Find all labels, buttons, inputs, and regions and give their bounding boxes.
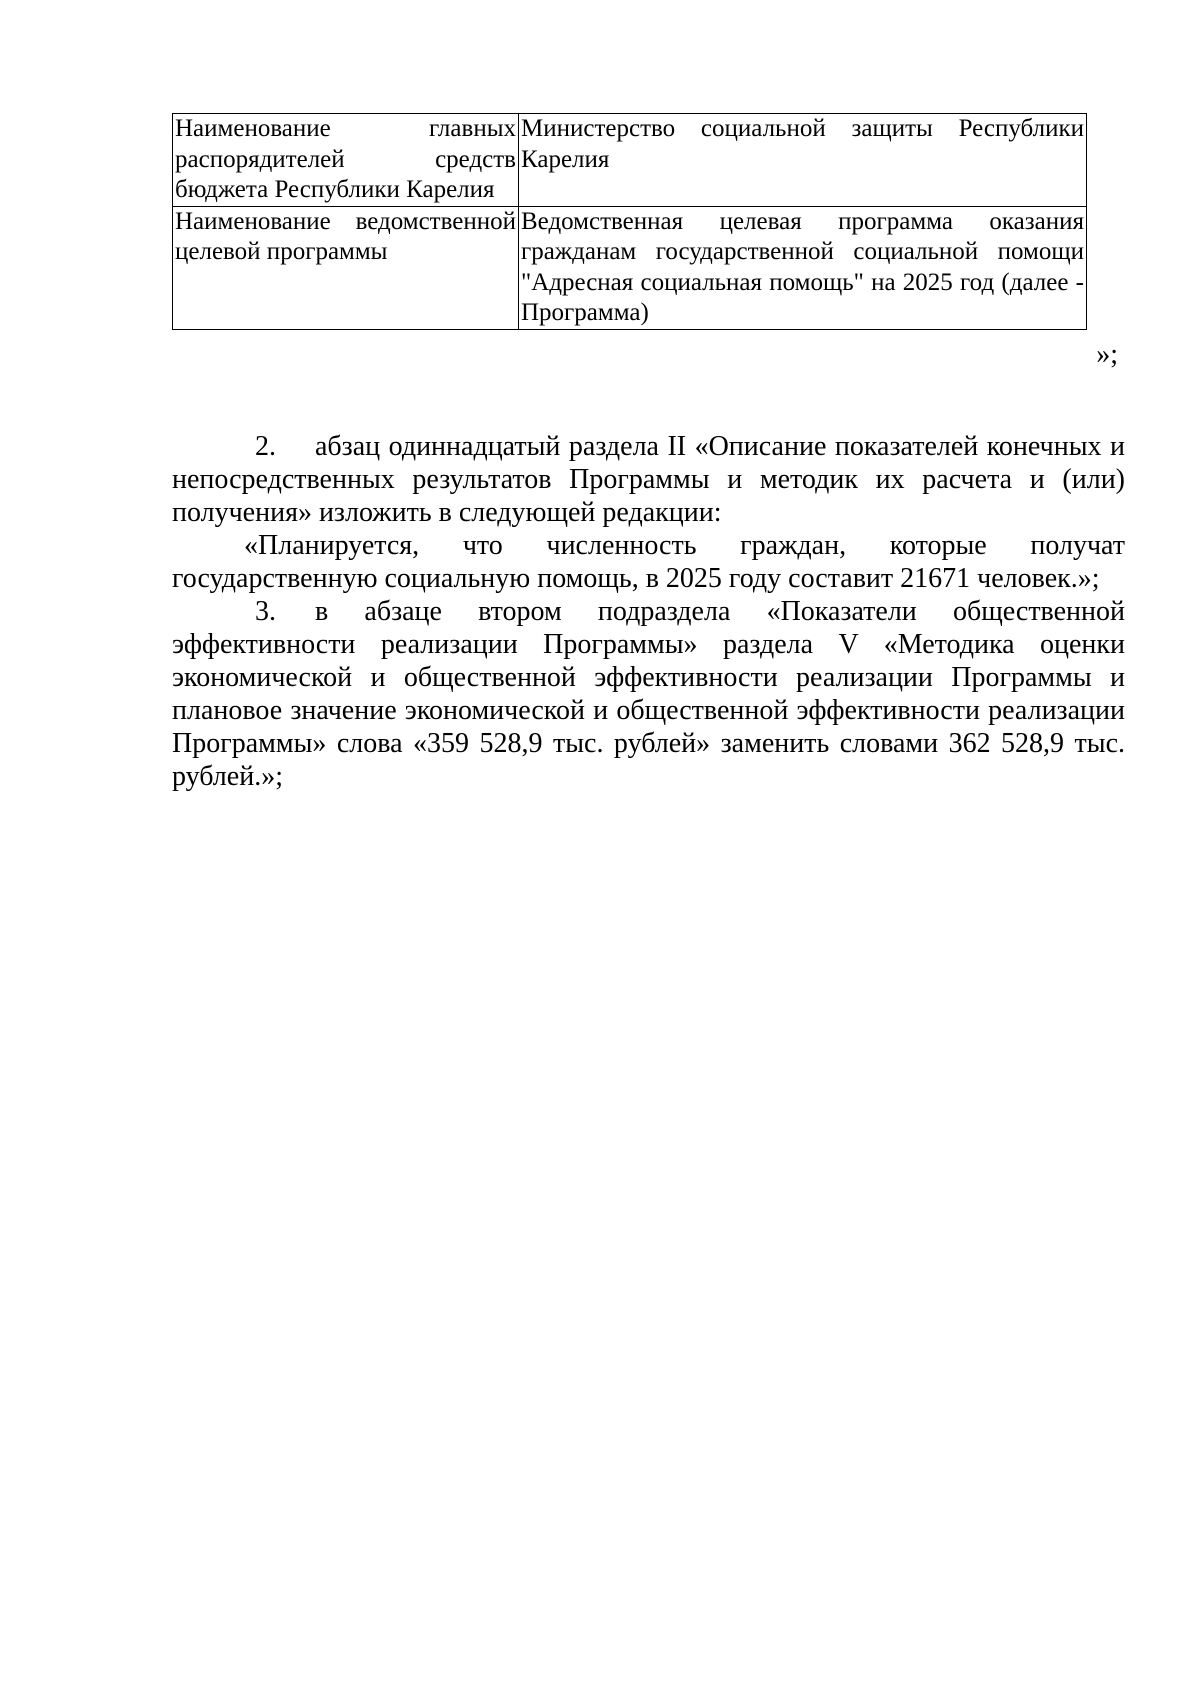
quoted-paragraph: «Планируется, что численность граждан, которые получат государственную социальную помощь, в 2025 году составит 21671 человек.»; [172,530,1125,594]
item-text: в абзаце втором подраздела «Показатели общественной эффективности реализации Программы» раздела V «Методика оценки экономической и общественной эффективности реализации Программы и плановое значение экономической и общественной эффективности реализации Программы» слова «359 528,9 тыс. рублей» заменить словами 362 528,9 тыс. рублей.»; [172,596,1125,792]
program-passport-table [172,113,1087,330]
table-cell-label: Наименование главных распорядителей средств бюджета Республики Карелия [173,114,519,207]
table-cell-value: Министерство социальной защиты Республики Карелия [519,114,1087,207]
item-number: 2. [255,431,276,462]
closing-quote: »; [1096,339,1118,370]
table-row [173,206,1087,329]
amendment-text [172,430,1125,793]
amendment-item [172,430,1125,529]
table-cell-value: Ведомственная целевая программа оказания гражданам государственной социальной помощи "Адресная социальная помощь" на 2025 год (далее - Программа) [519,206,1087,329]
item-text: абзац одиннадцатый раздела II «Описание показателей конечных и непосредственных результатов Программы и методик их расчета и (или) получения» изложить в следующей редакции: [172,431,1125,528]
amendment-item [172,595,1125,793]
item-number: 3. [255,596,276,627]
table-cell-label: Наименование ведомственной целевой программы [173,206,519,329]
table-row [173,114,1087,207]
